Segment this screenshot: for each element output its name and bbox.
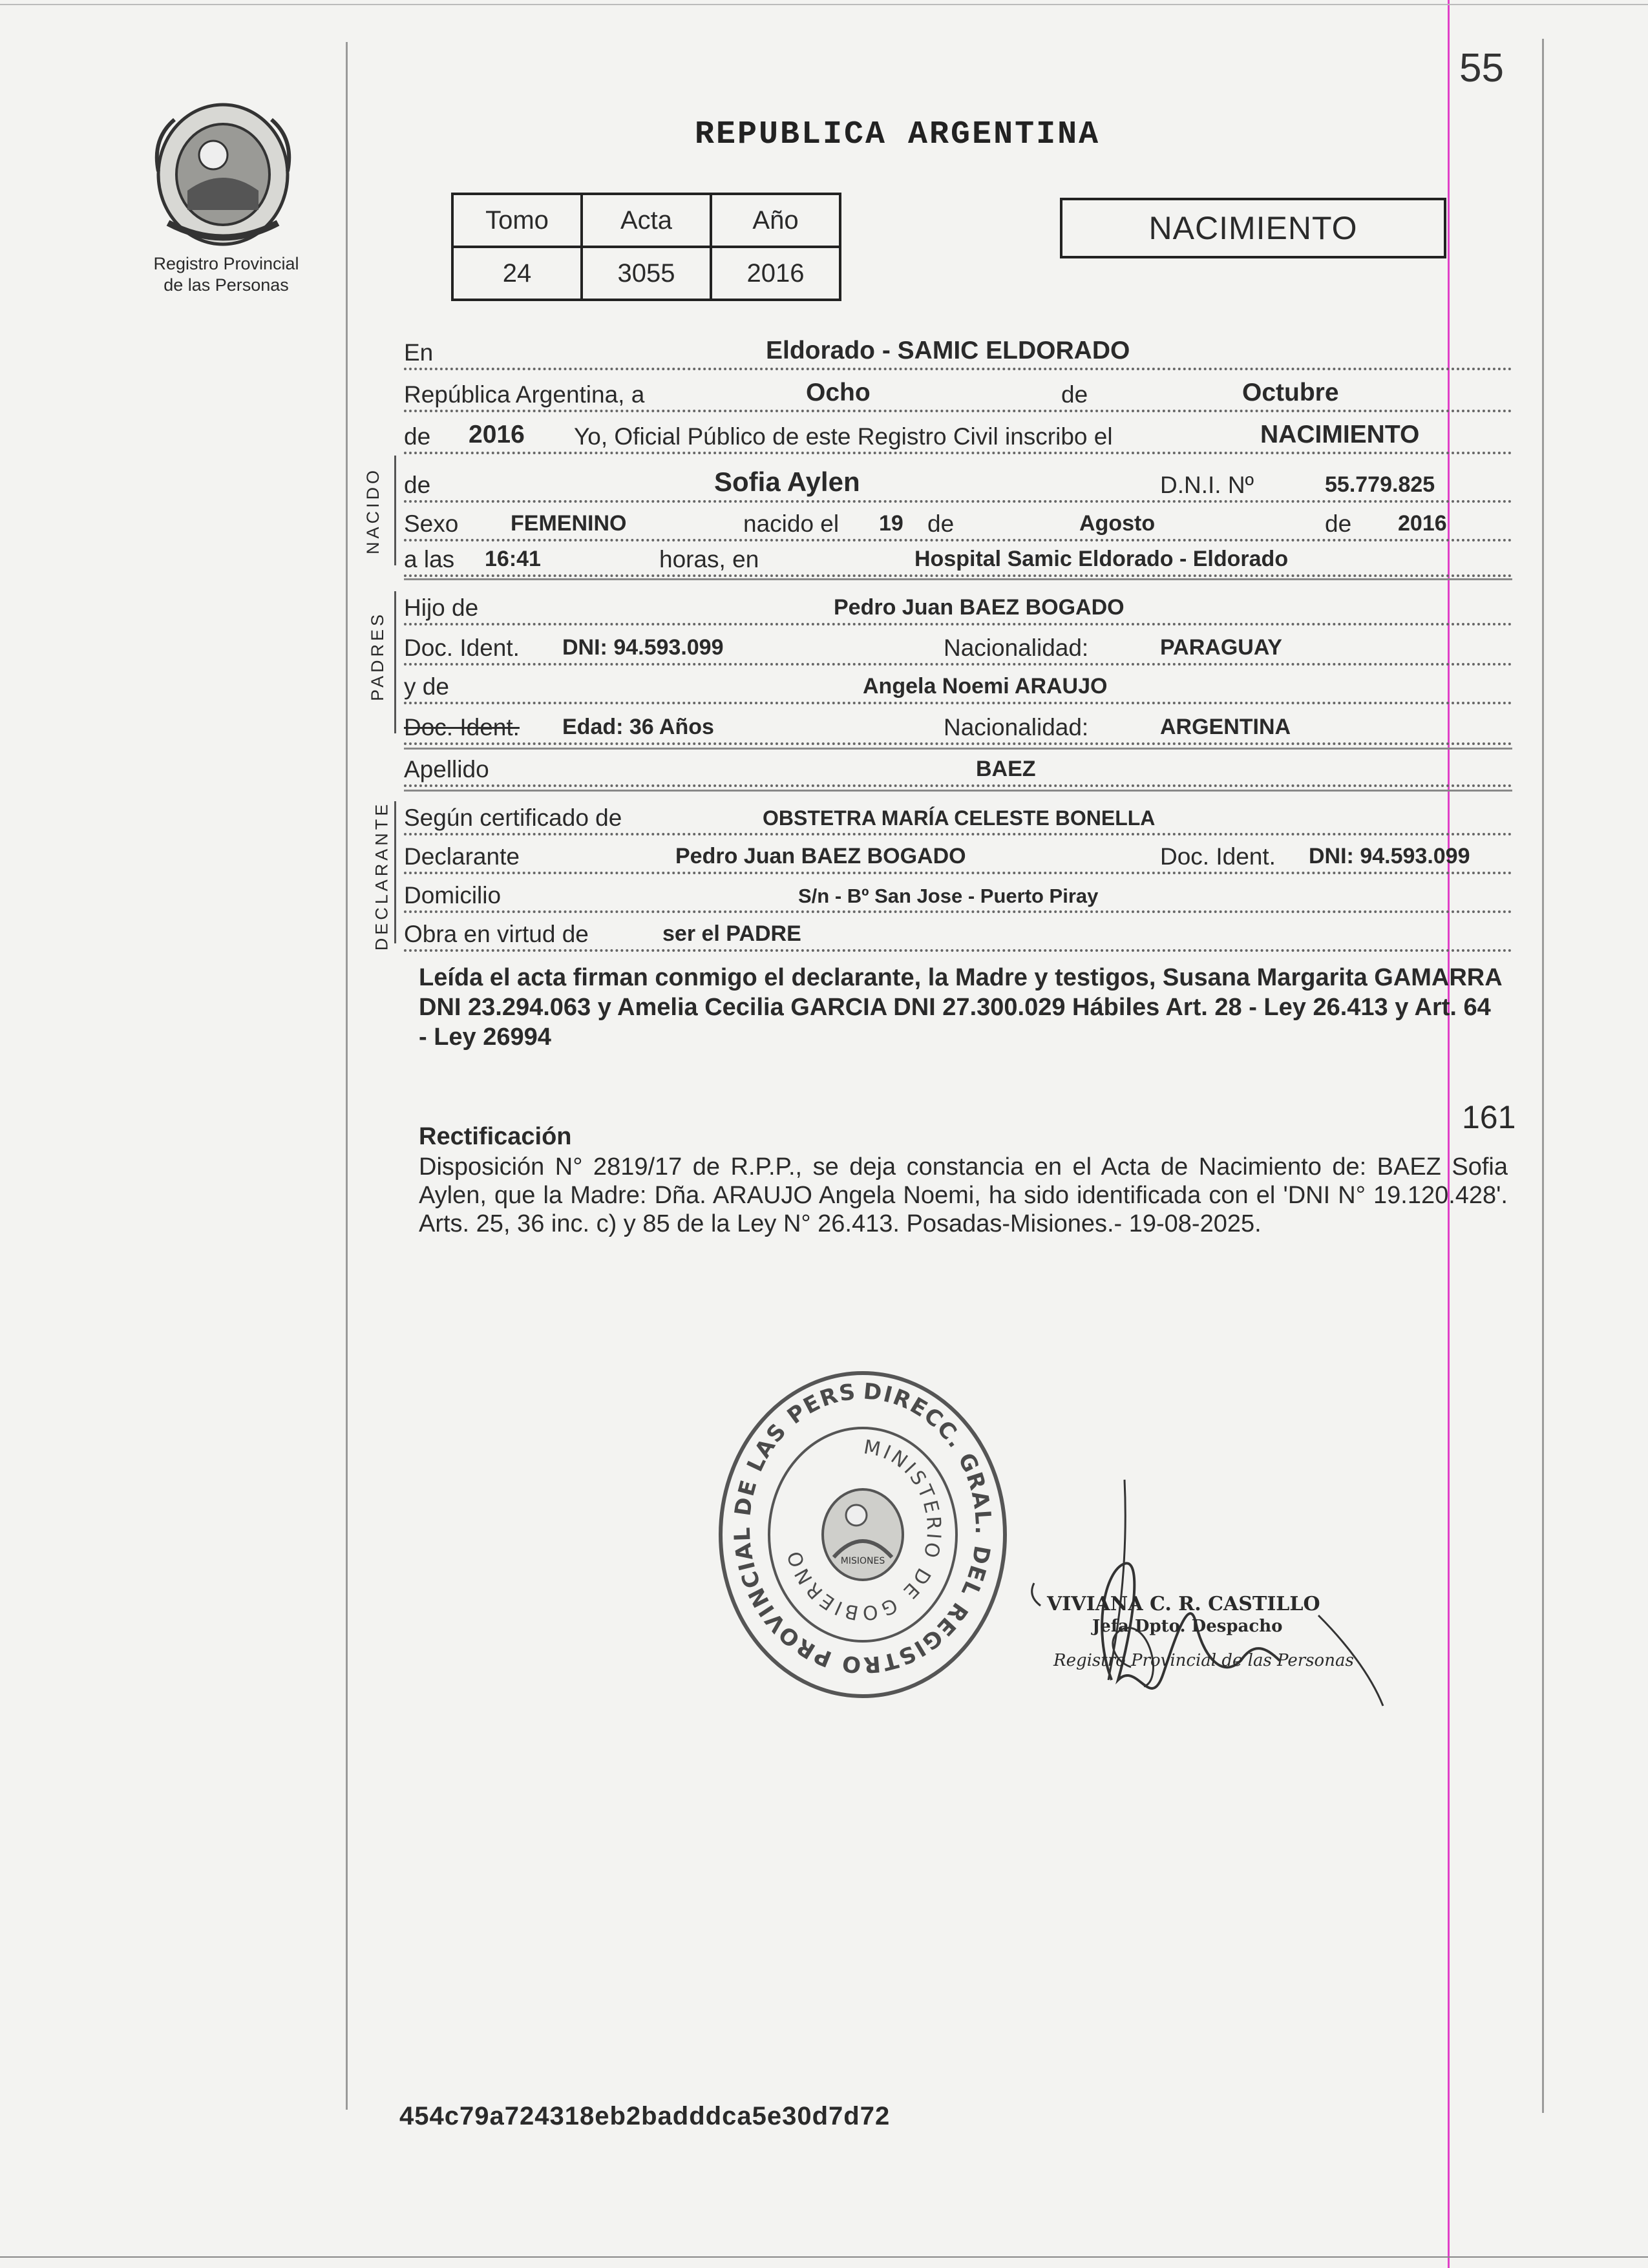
header-tomo: Tomo (452, 194, 582, 247)
registry-line1: Registro Provincial (153, 254, 299, 273)
row-declarante (404, 830, 1512, 874)
signer-role: Jefa Dpto. Despacho (1092, 1617, 1283, 1636)
nacido-el-label: nacido el (743, 510, 840, 537)
row-year (404, 410, 1512, 454)
declarante-label: Declarante (404, 843, 520, 870)
padres-bracket (394, 591, 396, 733)
row-republica (404, 368, 1512, 412)
day-value: Ocho (806, 379, 871, 406)
mother-nat: ARGENTINA (1160, 715, 1291, 739)
horas-label: horas, en (659, 546, 759, 572)
yde-label: y de (404, 673, 449, 700)
a-las-label: a las (404, 546, 455, 572)
mother-doc-label-struck: Doc. Ident. (404, 714, 520, 740)
row-mother-doc (404, 701, 1512, 745)
dni-value: 55.779.825 (1325, 472, 1435, 497)
closing-paragraph: Leída el acta firman conmigo el declarante, la Madre y testigos, Susana Margarita GAMARRA DNI 23.294.063 y Amelia Cecilia GARCIA DNI 27.300.029 Hábiles Art. 28 - Ley 26.413 y Art. 64 - Ley 26994 (419, 964, 1502, 1051)
act-value: NACIMIENTO (1260, 421, 1420, 448)
birth-day: 19 (879, 511, 903, 536)
de-label-year: de (404, 423, 431, 450)
left-margin-line (346, 42, 348, 2110)
row-en (404, 326, 1512, 370)
nacido-de-label: de (404, 472, 431, 498)
stamp-ring-text: DIRECC. GRAL. DEL REGISTRO PROVINCIAL DE LAS PERS (729, 1378, 997, 1678)
row-hora (404, 533, 1512, 577)
row-mother (404, 660, 1512, 704)
margin-number: 161 (1462, 1099, 1516, 1135)
mother-doc: Edad: 36 Años (562, 715, 714, 739)
stamp-center-text: MISIONES (840, 1556, 885, 1566)
stamp-inner-text: MINISTERIO DE GOBIERNO (783, 1436, 945, 1624)
birth-month: Agosto (1079, 511, 1156, 536)
row-father-doc (404, 622, 1512, 666)
rectificacion-title: Rectificación (419, 1123, 572, 1150)
year-value: 2016 (469, 421, 525, 448)
signer-org: Registro Provincial de las Personas (1053, 1651, 1354, 1670)
en-label: En (404, 339, 434, 366)
official-stamp (711, 1363, 1015, 1706)
month-value: Octubre (1242, 379, 1339, 406)
bottom-edge-line (0, 2256, 1648, 2258)
row-apellido (404, 743, 1512, 787)
birth-year: 2016 (1398, 511, 1447, 536)
sexo-label: Sexo (404, 510, 459, 537)
obra-label: Obra en virtud de (404, 921, 589, 947)
yo-text: Yo, Oficial Público de este Registro Civil inscribo el (574, 423, 1113, 450)
document-hash: 454c79a724318eb2badddca5e30d7d72 (399, 2102, 891, 2130)
value-acta: 3055 (582, 247, 711, 300)
separator-nacido (404, 578, 1512, 580)
child-name: Sofia Aylen (714, 467, 860, 497)
de-label-3: de (1325, 510, 1352, 537)
declarante-value: Pedro Juan BAEZ BOGADO (675, 844, 966, 868)
dni-label: D.N.I. Nº (1160, 472, 1254, 498)
nacido-bracket (394, 456, 396, 565)
father-doc-label: Doc. Ident. (404, 635, 520, 661)
de-label-2: de (927, 510, 955, 537)
tomo-acta-table (451, 193, 841, 301)
top-edge-line (0, 4, 1648, 5)
header-anio: Año (711, 194, 840, 247)
father-nat: PARAGUAY (1160, 635, 1282, 660)
hijo-label: Hijo de (404, 594, 479, 621)
row-hijo (404, 582, 1512, 625)
row-cert (404, 792, 1512, 835)
declarante-bracket (394, 801, 396, 943)
en-value: Eldorado - SAMIC ELDORADO (766, 337, 1130, 364)
registry-line2: de las Personas (164, 275, 289, 295)
domicilio-label: Domicilio (404, 882, 502, 908)
row-obra (404, 908, 1512, 952)
domicilio-value: S/n - Bº San Jose - Puerto Piray (798, 885, 1099, 907)
obra-value: ser el PADRE (662, 921, 801, 946)
header-acta: Acta (582, 194, 711, 247)
father-doc: DNI: 94.593.099 (562, 635, 724, 660)
nacido-side-label: NACIDO (363, 467, 383, 555)
apellido-value: BAEZ (976, 757, 1036, 781)
signer-name: VIVIANA C. R. CASTILLO (1047, 1593, 1320, 1615)
row-name (404, 459, 1512, 503)
republica-label: República Argentina, a (404, 381, 645, 408)
father-nat-label: Nacionalidad: (944, 635, 1089, 661)
padres-side-label: PADRES (368, 611, 388, 702)
father-name: Pedro Juan BAEZ BOGADO (834, 595, 1125, 620)
hour-value: 16:41 (485, 547, 541, 571)
cert-label: Según certificado de (404, 804, 622, 831)
sexo-value: FEMENINO (511, 511, 627, 536)
apellido-label: Apellido (404, 756, 489, 782)
cert-value: OBSTETRA MARÍA CELESTE BONELLA (763, 806, 1156, 830)
declarante-doc: DNI: 94.593.099 (1309, 844, 1470, 868)
birth-place: Hospital Samic Eldorado - Eldorado (914, 547, 1289, 571)
declarante-doc-label: Doc. Ident. (1160, 843, 1276, 870)
de-label: de (1061, 381, 1088, 408)
row-domicilio (404, 869, 1512, 913)
page-number: 55 (1459, 46, 1504, 90)
rectificacion-body: Disposición N° 2819/17 de R.P.P., se deja constancia en el Acta de Nacimiento de: BAEZ Sofia Aylen, que la Madre: Dña. ARAUJO Angela Noemi, ha sido identificada con el 'DNI N° 19.120.428'. Arts. 25, 36 inc. c) y 85 de la Ley N° 26.413. Posadas-Misiones.- 19-08-2025. (419, 1153, 1508, 1237)
page-title: REPUBLICA ARGENTINA (695, 116, 1101, 153)
province-seal (149, 100, 297, 249)
value-tomo: 24 (452, 247, 582, 300)
mother-name: Angela Noemi ARAUJO (863, 674, 1108, 698)
right-margin-line (1542, 39, 1544, 2113)
declarante-side-label: DECLARANTE (372, 801, 392, 951)
act-type-box: NACIMIENTO (1060, 198, 1446, 258)
mother-nat-label: Nacionalidad: (944, 714, 1089, 740)
value-anio: 2016 (711, 247, 840, 300)
